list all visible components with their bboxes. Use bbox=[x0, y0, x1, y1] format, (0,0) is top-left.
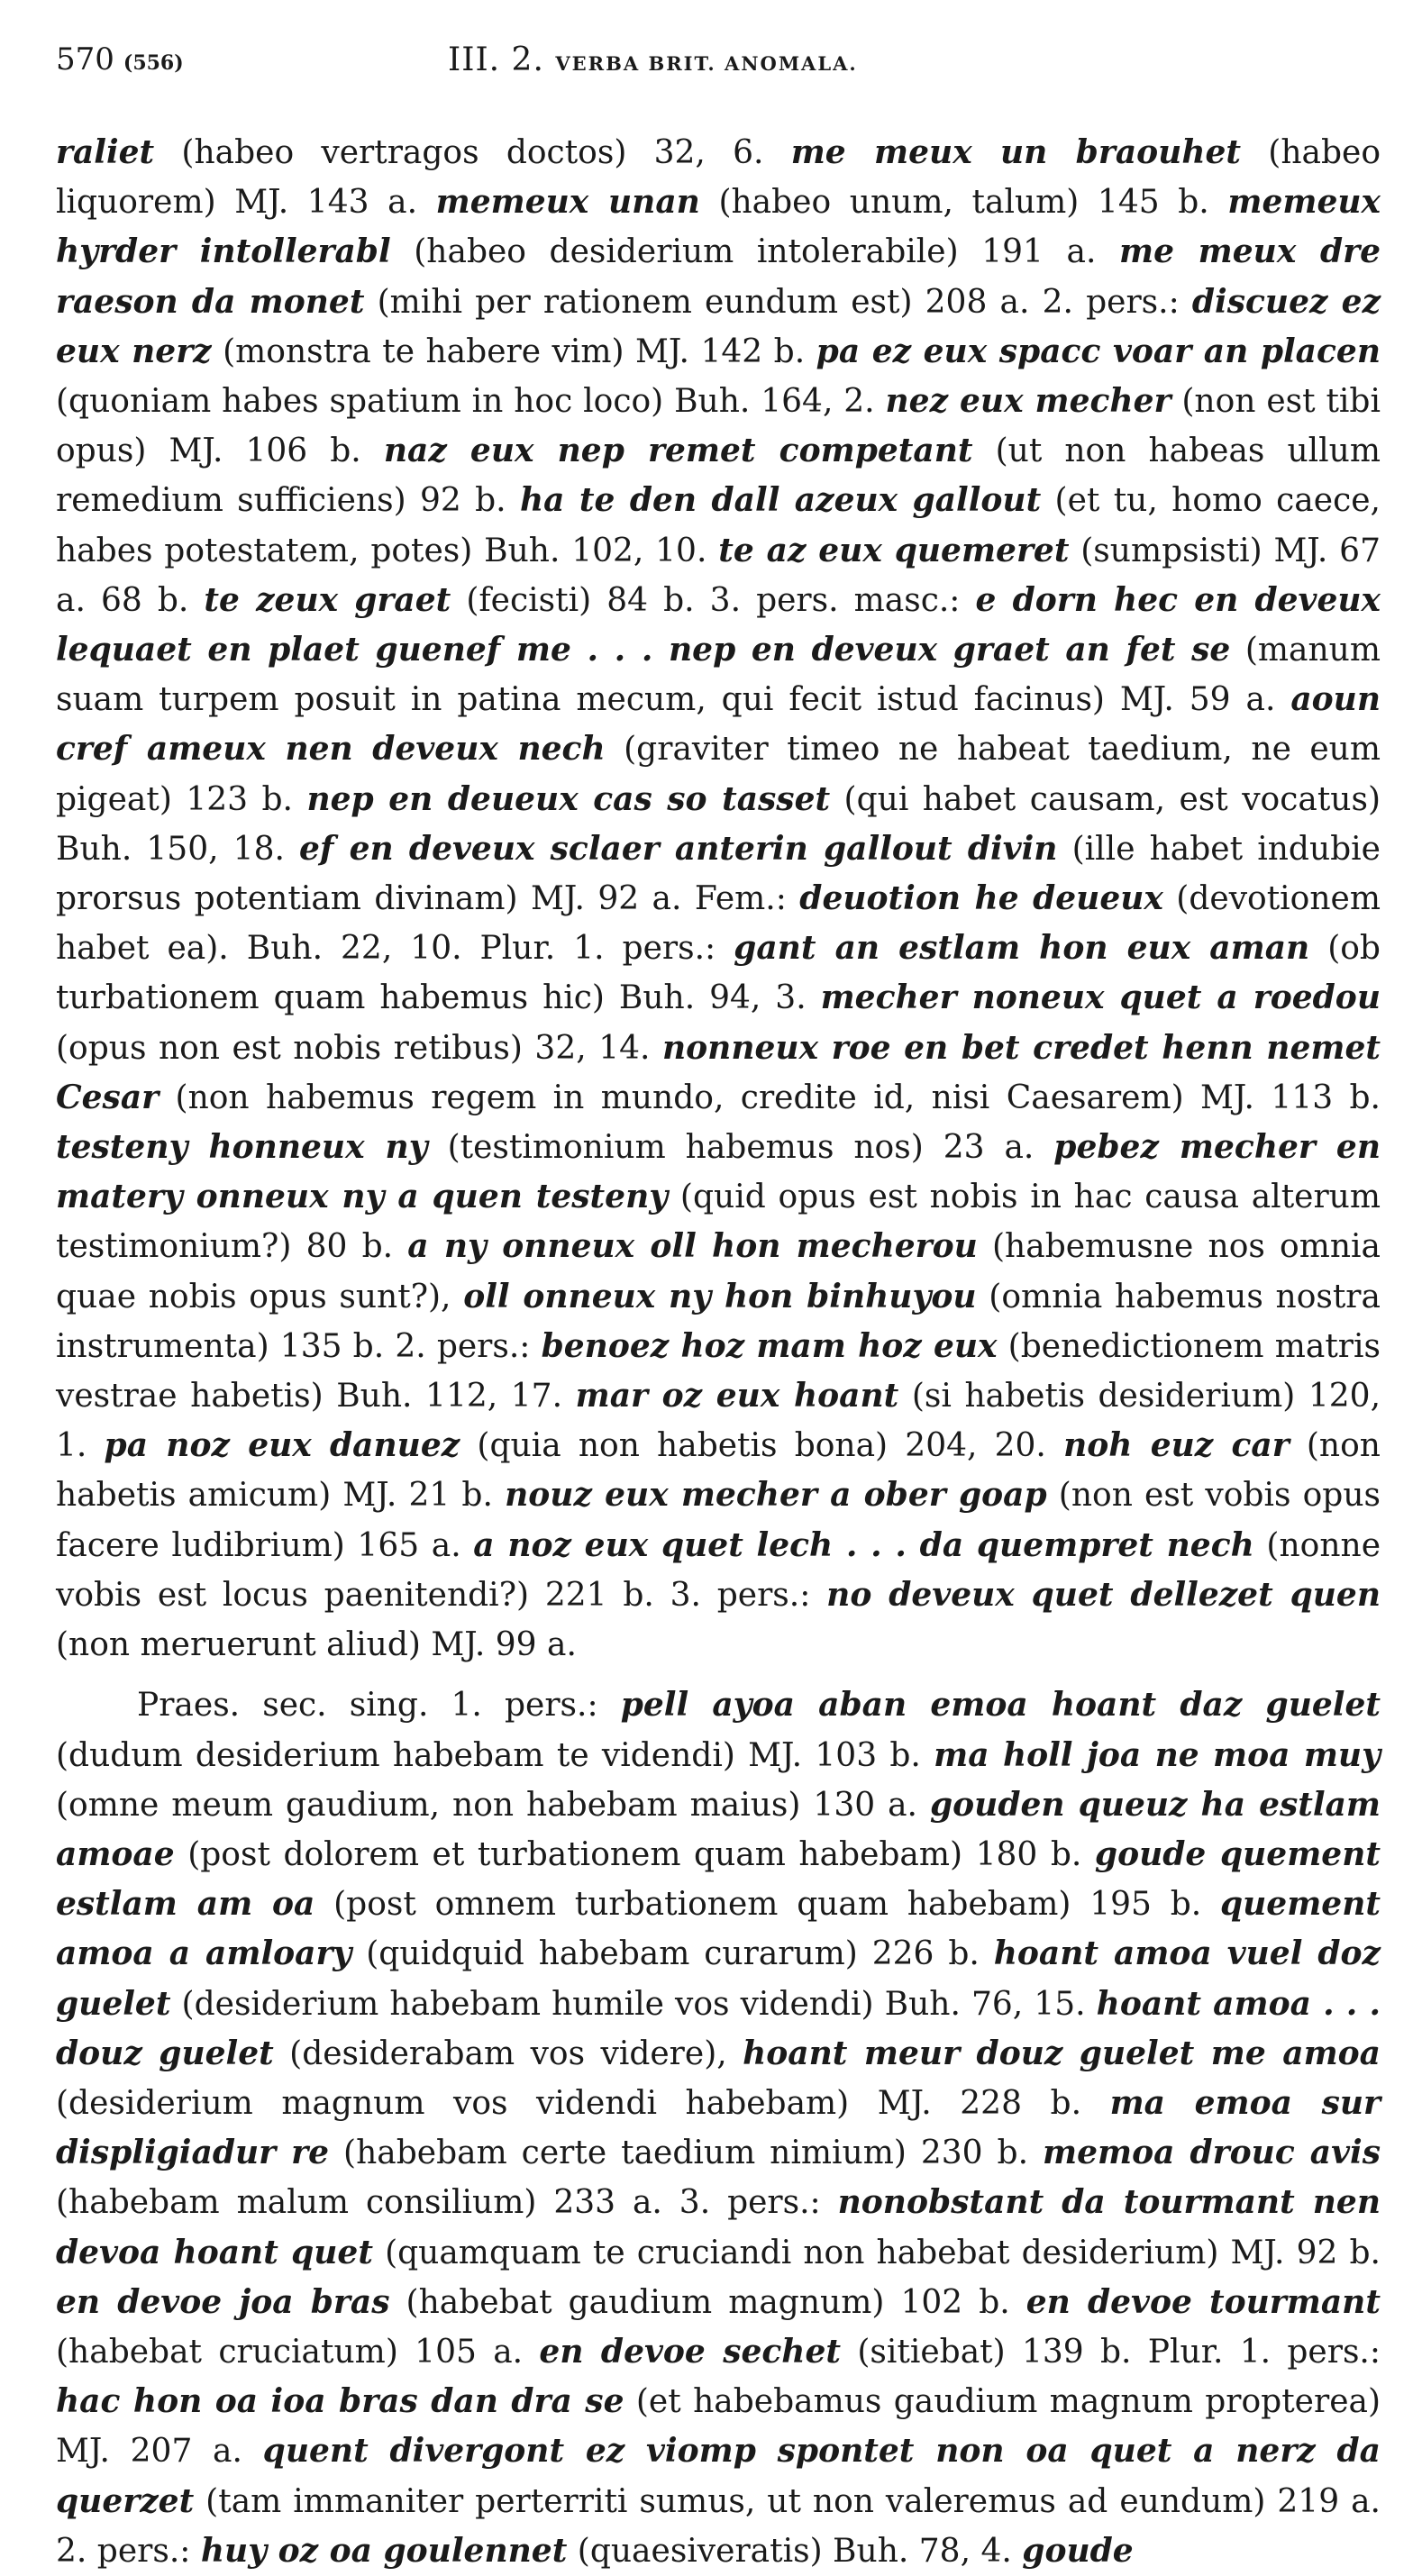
breton-citation: benoez hoz mam hoz eux bbox=[541, 1326, 998, 1365]
latin-gloss: (habebam malum consilium) 233 a. 3. pers.: bbox=[56, 2184, 838, 2222]
latin-gloss: (non meruerunt aliud) MJ. 99 a. bbox=[56, 1626, 577, 1664]
latin-gloss: (non est tibi opus) MJ. 106 b. bbox=[56, 383, 1381, 470]
latin-gloss: (graviter timeo ne habeat taedium, ne eum pigeat) 123 b. bbox=[56, 731, 1381, 818]
breton-citation: naz eux nep remet competant bbox=[383, 432, 973, 470]
latin-gloss: (devotionem habet ea). Buh. 22, 10. Plur. 1. pers.: bbox=[56, 880, 1381, 968]
breton-citation: no deveux quet dellezet quen bbox=[826, 1575, 1381, 1614]
latin-gloss: (et tu, homo caece, habes potestatem, potes) Buh. 102, 10. bbox=[56, 482, 1381, 569]
latin-gloss: (habeo unum, talum) 145 b. bbox=[699, 184, 1228, 222]
breton-citation: memeux unan bbox=[435, 183, 700, 222]
breton-citation: memeux hyrder intollerabl bbox=[56, 183, 1381, 271]
latin-gloss: (habebat gaudium magnum) 102 b. bbox=[389, 2283, 1026, 2321]
latin-gloss: (habebam certe taedium nimium) 230 b. bbox=[329, 2135, 1044, 2172]
latin-gloss: (omne meum gaudium, non habebam maius) 130 a. bbox=[56, 1786, 930, 1824]
breton-citation: gant an estlam hon eux aman bbox=[734, 929, 1310, 968]
breton-citation: discuez ez eux nerz bbox=[56, 282, 1381, 370]
breton-citation: en devoe joa bras bbox=[56, 2282, 390, 2321]
breton-citation: goude bbox=[1022, 2531, 1134, 2570]
latin-gloss: (et habebamus gaudium magnum propterea) MJ. 207 a. bbox=[56, 2383, 1381, 2471]
breton-citation: ha te den dall azeux gallout bbox=[519, 481, 1042, 520]
latin-gloss: (desiderabam vos videre), bbox=[273, 2034, 743, 2072]
breton-citation: quement amoa a amloary bbox=[56, 1885, 1381, 1973]
latin-gloss: (tam immaniter perterriti sumus, ut non valeremus ad eundum) 219 a. 2. pers.: bbox=[56, 2482, 1381, 2570]
breton-citation: pa noz eux danuez bbox=[104, 1426, 460, 1465]
latin-gloss: (manum suam turpem posuit in patina mecum, qui fecit istud facinus) MJ. 59 a. bbox=[56, 632, 1381, 719]
latin-gloss: (opus non est nobis retibus) 32, 14. bbox=[56, 1029, 662, 1067]
breton-citation: huy oz oa goulennet bbox=[200, 2531, 568, 2570]
breton-citation: nonobstant da tourmant nen devoa hoant quet bbox=[56, 2183, 1381, 2271]
latin-gloss: (si habetis desiderium) 120, 1. bbox=[56, 1378, 1381, 1465]
latin-gloss: (non habetis amicum) MJ. 21 b. bbox=[56, 1427, 1381, 1515]
breton-citation: nouz eux mecher a ober goap bbox=[505, 1476, 1047, 1515]
breton-citation: te az eux quemeret bbox=[718, 531, 1070, 569]
running-title: III. 2. VERBA BRIT. ANOMALA. bbox=[448, 41, 858, 78]
breton-citation: oll onneux ny hon binhuyou bbox=[463, 1277, 977, 1315]
latin-gloss: (quidquid habebam curarum) 226 b. bbox=[351, 1935, 994, 1973]
latin-gloss: (ut non habeas ullum remedium sufficiens) 92 b. bbox=[56, 432, 1381, 520]
latin-gloss: (dudum desiderium habebam te videndi) MJ. 103 b. bbox=[56, 1736, 934, 1774]
original-page-number: (556) bbox=[123, 51, 184, 75]
paragraph-1 bbox=[56, 128, 1381, 1670]
latin-gloss: (habeo vertragos doctos) 32, 6. bbox=[154, 134, 791, 171]
latin-gloss: (mihi per rationem eundum est) 208 a. 2. pers.: bbox=[364, 283, 1192, 321]
breton-citation: hoant amoa vuel doz guelet bbox=[56, 1934, 1381, 2023]
latin-gloss: (benedictionem matris vestrae habetis) Buh. 112, 17. bbox=[56, 1327, 1381, 1415]
latin-gloss: (quoniam habes spatium in hoc loco) Buh. 164, 2. bbox=[56, 383, 886, 421]
breton-citation: deuotion he deueux bbox=[799, 879, 1163, 918]
latin-gloss: (desiderium habebam humile vos videndi) Buh. 76, 15. bbox=[170, 1985, 1097, 2023]
latin-gloss: Praes. sec. sing. 1. pers.: bbox=[137, 1687, 621, 1725]
breton-citation: hoant amoa . . . douz guelet bbox=[56, 1984, 1381, 2072]
breton-citation: en devoe tourmant bbox=[1025, 2282, 1381, 2321]
breton-citation: testeny honneux ny bbox=[56, 1128, 428, 1167]
latin-gloss: (quamquam te cruciandi non habebat desiderium) MJ. 92 b. bbox=[372, 2234, 1381, 2271]
breton-citation: pebez mecher en matery onneux ny a quen testeny bbox=[56, 1128, 1381, 1216]
latin-gloss: (monstra te habere vim) MJ. 142 b. bbox=[211, 332, 816, 370]
breton-citation: pell ayoa aban emoa hoant daz guelet bbox=[620, 1686, 1381, 1725]
latin-gloss: (non est vobis opus facere ludibrium) 165 a. bbox=[56, 1477, 1381, 1564]
latin-gloss: (habeo desiderium intolerabile) 191 a. bbox=[390, 233, 1119, 271]
latin-gloss: (omnia habemus nostra instrumenta) 135 b. 2. pers.: bbox=[56, 1278, 1381, 1365]
breton-citation: mar oz eux hoant bbox=[575, 1377, 899, 1415]
breton-citation: noh euz car bbox=[1063, 1426, 1290, 1465]
breton-citation: hoant meur douz guelet me amoa bbox=[743, 2034, 1381, 2072]
breton-citation: aoun cref ameux nen deveux nech bbox=[56, 680, 1381, 769]
breton-citation: e dorn hec en deveux lequaet en plaet guenef me . . . nep en deveux graet an fet se bbox=[56, 580, 1381, 669]
body-text bbox=[56, 128, 1381, 2576]
breton-citation: goude quement estlam am oa bbox=[56, 1834, 1381, 1924]
latin-gloss: (desiderium magnum vos videndi habebam) MJ. 228 b. bbox=[56, 2084, 1110, 2122]
latin-gloss: (nonne vobis est locus paenitendi?) 221 b. 3. pers.: bbox=[56, 1526, 1381, 1614]
latin-gloss: (ille habet indubie prorsus potentiam divinam) MJ. 92 a. Fem.: bbox=[56, 830, 1381, 918]
latin-gloss: (quia non habetis bona) 204, 20. bbox=[460, 1427, 1064, 1465]
breton-citation: en devoe sechet bbox=[539, 2332, 842, 2371]
latin-gloss: (quaesiveratis) Buh. 78, 4. bbox=[567, 2532, 1023, 2570]
breton-citation: ma emoa sur displigiadur re bbox=[56, 2083, 1381, 2172]
breton-citation: raliet bbox=[56, 133, 155, 171]
latin-gloss: (sitiebat) 139 b. Plur. 1. pers.: bbox=[841, 2333, 1381, 2371]
breton-citation: ma holl joa ne moa muy bbox=[934, 1735, 1381, 1774]
latin-gloss: (ob turbationem quam habemus hic) Buh. 94, 3. bbox=[56, 930, 1381, 1017]
breton-citation: a ny onneux oll hon mecherou bbox=[407, 1227, 978, 1266]
latin-gloss: (post omnem turbationem quam habebam) 195 b. bbox=[314, 1886, 1220, 1924]
latin-gloss: (qui habet causam, est vocatus) Buh. 150, 18. bbox=[56, 780, 1381, 868]
breton-citation: mecher noneux quet a roedou bbox=[820, 979, 1381, 1017]
breton-citation: a noz eux quet lech . . . da quempret nech bbox=[473, 1525, 1254, 1564]
breton-citation: me meux un braouhet bbox=[790, 133, 1242, 171]
breton-citation: memoa drouc avis bbox=[1043, 2134, 1381, 2172]
breton-citation: pa ez eux spacc voar an placen bbox=[816, 332, 1381, 370]
latin-gloss: (non habemus regem in mundo, credite id, nisi Caesarem) MJ. 113 b. bbox=[159, 1079, 1381, 1116]
latin-gloss: (fecisti) 84 b. 3. pers. masc.: bbox=[451, 581, 976, 619]
latin-gloss: (habebat cruciatum) 105 a. bbox=[56, 2333, 540, 2371]
latin-gloss: (testimonium habemus nos) 23 a. bbox=[427, 1129, 1054, 1167]
running-header bbox=[56, 41, 1381, 96]
breton-citation: quent divergont ez viomp spontet non oa quet a nerz da querzet bbox=[56, 2432, 1381, 2520]
breton-citation: te zeux graet bbox=[204, 580, 451, 619]
breton-citation: gouden queuz ha estlam amoae bbox=[56, 1785, 1381, 1873]
latin-gloss: (quid opus est nobis in hac causa alterum testimonium?) 80 b. bbox=[56, 1179, 1381, 1266]
breton-citation: ef en deveux sclaer anterin gallout divin bbox=[299, 829, 1058, 868]
page-number: 570 (556) bbox=[56, 41, 184, 77]
breton-citation: nonneux roe en bet credet henn nemet Cesar bbox=[56, 1028, 1381, 1116]
latin-gloss: (post dolorem et turbationem quam habebam) 180 b. bbox=[174, 1835, 1095, 1873]
latin-gloss: (habemusne nos omnia quae nobis opus sunt?), bbox=[56, 1228, 1381, 1315]
breton-citation: hac hon oa ioa bras dan dra se bbox=[56, 2382, 624, 2421]
book-page bbox=[56, 41, 1381, 2576]
breton-citation: nep en deueux cas so tasset bbox=[306, 779, 831, 818]
breton-citation: nez eux mecher bbox=[885, 382, 1171, 421]
breton-citation: me meux dre raeson da monet bbox=[56, 232, 1381, 321]
latin-gloss: (sumpsisti) MJ. 67 a. 68 b. bbox=[56, 532, 1381, 619]
paragraph-2 bbox=[56, 1680, 1381, 2576]
latin-gloss: (habeo liquorem) MJ. 143 a. bbox=[56, 134, 1381, 222]
